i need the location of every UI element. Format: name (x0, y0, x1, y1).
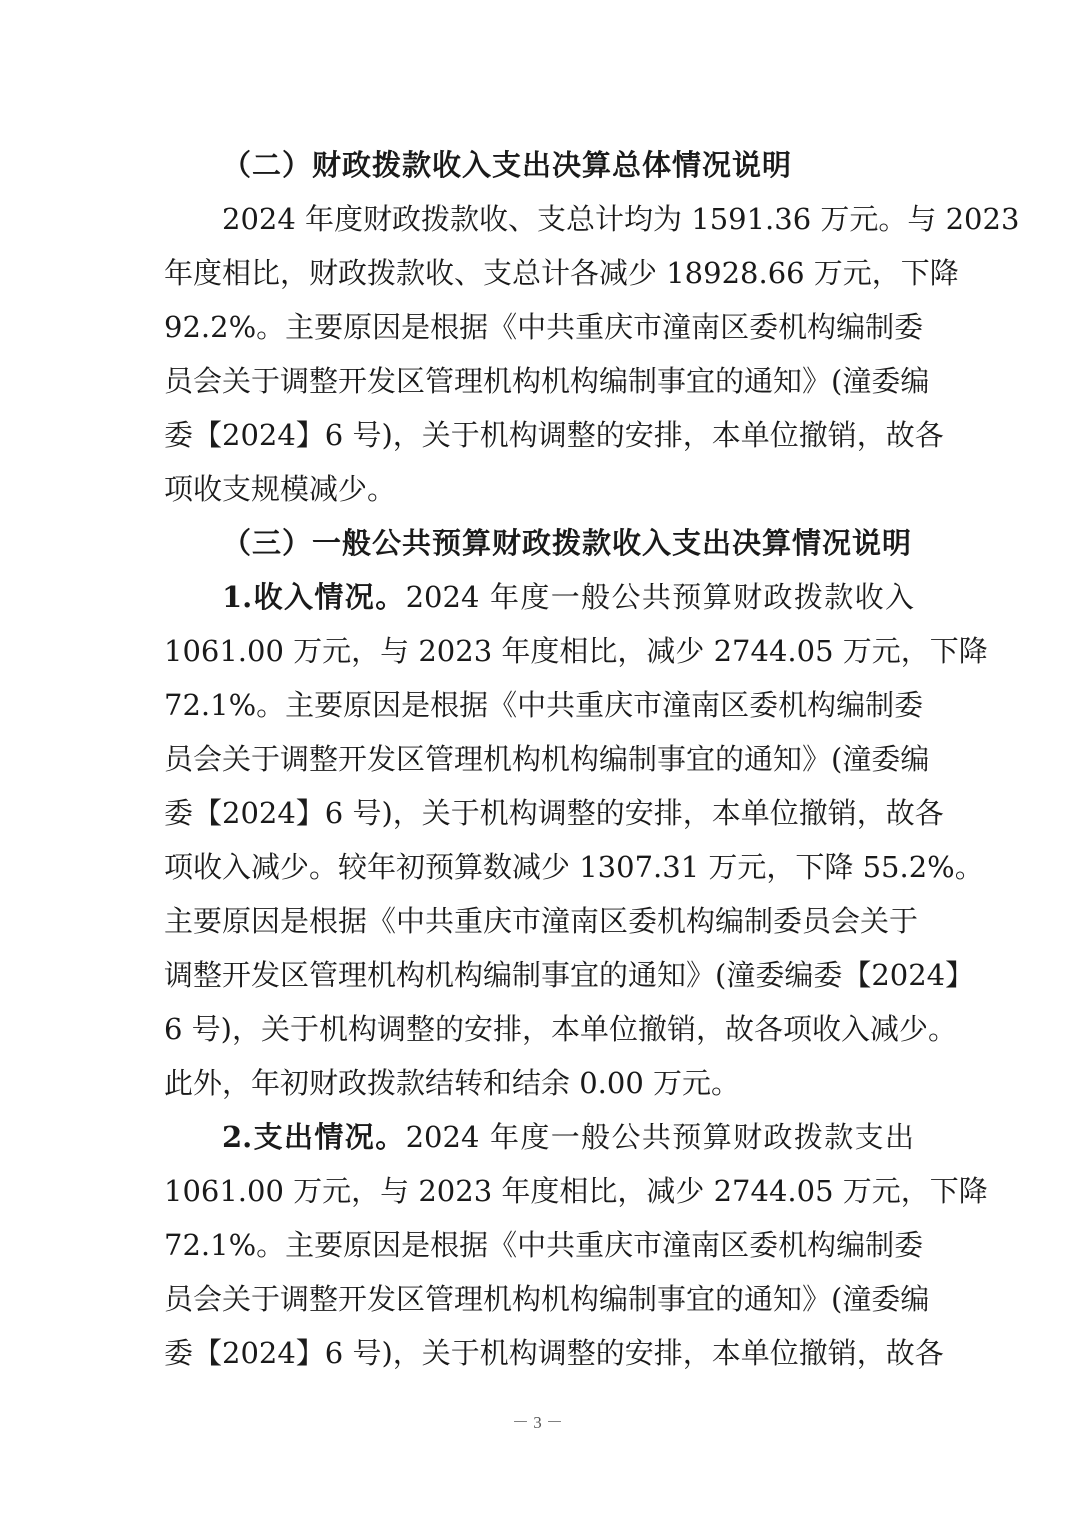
paragraph-line: 此外，年初财政拨款结转和结余 0.00 万元。 (164, 1066, 741, 1100)
paragraph-line: 员会关于调整开发区管理机构机构编制事宜的通知》(潼委编 (164, 1282, 930, 1316)
paragraph-line: 年度相比，财政拨款收、支总计各减少 18928.66 万元，下降 (164, 256, 959, 290)
paragraph-line: 2024 年度财政拨款收、支总计均为 1591.36 万元。与 2023 (222, 202, 1020, 236)
paragraph-line: 委【2024】6 号)，关于机构调整的安排，本单位撤销，故各 (164, 418, 944, 452)
expense-first-line (164, 1110, 914, 1164)
paragraph-line: 1061.00 万元，与 2023 年度相比，减少 2744.05 万元，下降 (164, 634, 988, 668)
paragraph-line: 调整开发区管理机构机构编制事宜的通知》(潼委编委【2024】 (164, 958, 975, 992)
page-number: － 3 － (512, 1413, 563, 1432)
paragraph-line: 1061.00 万元，与 2023 年度相比，减少 2744.05 万元，下降 (164, 1174, 988, 1208)
section-2-heading: （二）财政拨款收入支出决算总体情况说明 (222, 148, 793, 182)
paragraph-line: 委【2024】6 号)，关于机构调整的安排，本单位撤销，故各 (164, 796, 944, 830)
paragraph-line: 92.2%。主要原因是根据《中共重庆市潼南区委机构编制委 (164, 310, 924, 344)
expense-first-text: 2024 年度一般公共预算财政拨款支出 (405, 1120, 914, 1154)
paragraph-line: 72.1%。主要原因是根据《中共重庆市潼南区委机构编制委 (164, 688, 924, 722)
paragraph-line: 项收支规模减少。 (164, 472, 397, 506)
paragraph-line: 委【2024】6 号)，关于机构调整的安排，本单位撤销，故各 (164, 1336, 944, 1370)
section-3-heading: （三）一般公共预算财政拨款收入支出决算情况说明 (222, 526, 913, 560)
paragraph-line: 主要原因是根据《中共重庆市潼南区委机构编制委员会关于 (164, 904, 919, 938)
paragraph-line: 员会关于调整开发区管理机构机构编制事宜的通知》(潼委编 (164, 364, 930, 398)
income-lead: 1.收入情况。 (222, 580, 406, 614)
income-first-line (164, 570, 914, 624)
expense-lead: 2.支出情况。 (222, 1120, 406, 1154)
income-first-text: 2024 年度一般公共预算财政拨款收入 (405, 580, 914, 614)
paragraph-line: 72.1%。主要原因是根据《中共重庆市潼南区委机构编制委 (164, 1228, 924, 1262)
paragraph-line: 员会关于调整开发区管理机构机构编制事宜的通知》(潼委编 (164, 742, 930, 776)
paragraph-line: 项收入减少。较年初预算数减少 1307.31 万元，下降 55.2%。 (164, 850, 984, 884)
paragraph-line: 6 号)，关于机构调整的安排，本单位撤销，故各项收入减少。 (164, 1012, 957, 1046)
document-body (164, 138, 1020, 1380)
